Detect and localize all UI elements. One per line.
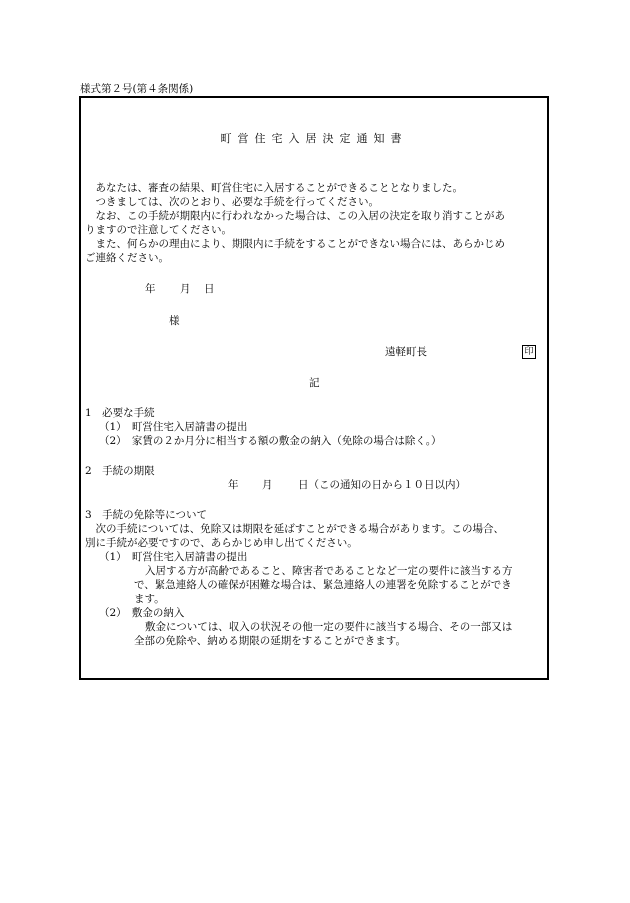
addressee-suffix: 様 [169, 315, 180, 327]
intro-paragraph-3b: りますので注意してください。 [85, 224, 232, 236]
deadline-year: 年 [228, 479, 239, 491]
intro-paragraph-2: つきましては、次のとおり、必要な手続を行ってください。 [95, 196, 379, 208]
notice-frame [79, 96, 549, 680]
date-day: 日 [204, 283, 215, 295]
intro-paragraph-4a: また、何らかの理由により、期限内に手続をすることができない場合には、あらかじめ [95, 238, 505, 250]
deadline-day: 日（この通知の日から１０日以内） [298, 479, 466, 491]
section3-heading: 3 手続の免除等について [85, 509, 207, 521]
document-title: 町営住宅入居決定通知書 [220, 132, 408, 145]
section3-item1-title: （1） 町営住宅入居請書の提出 [99, 551, 248, 563]
section3-item2-line2: 全部の免除や、納める期限の延期をすることができます。 [134, 635, 406, 647]
section1-item1: （1） 町営住宅入居請書の提出 [99, 421, 248, 433]
seal-text: 印 [522, 345, 536, 359]
section3-item2-line1: 敷金については、収入の状況その他一定の要件に該当する場合、その一部又は [145, 621, 513, 633]
deadline-month: 月 [262, 479, 273, 491]
section1-item2: （2） 家賃の２か月分に相当する額の敷金の納入（免除の場合は除く。） [99, 435, 442, 447]
date-month: 月 [180, 283, 191, 295]
seal-mark [522, 344, 536, 359]
ki-mark: 記 [309, 377, 320, 389]
issuer-name: 遠軽町長 [385, 346, 427, 358]
form-number: 様式第２号(第４条関係) [80, 83, 194, 95]
section3-item1-line3: ます。 [134, 593, 165, 605]
section1-heading: 1 必要な手続 [85, 407, 155, 419]
section3-paragraph-b: 別に手続が必要ですので、あらかじめ申し出てください。 [85, 537, 358, 549]
section3-item2-title: （2） 敷金の納入 [99, 607, 185, 619]
section3-paragraph-a: 次の手続については、免除又は期限を延ばすことができる場合があります。この場合、 [95, 523, 504, 535]
intro-paragraph-3a: なお、この手続が期限内に行われなかった場合は、この入居の決定を取り消すことがあ [95, 210, 505, 222]
section3-item1-line1: 入居する方が高齢であること、障害者であることなど一定の要件に該当する方 [145, 565, 513, 577]
section2-heading: 2 手続の期限 [85, 465, 155, 477]
section3-item1-line2: で、緊急連絡人の確保が困難な場合は、緊急連絡人の連署を免除することができ [134, 579, 512, 591]
date-year: 年 [145, 283, 156, 295]
intro-paragraph-1: あなたは、審査の結果、町営住宅に入居することができることとなりました。 [95, 182, 463, 194]
intro-paragraph-4b: ご連絡ください。 [85, 252, 169, 264]
